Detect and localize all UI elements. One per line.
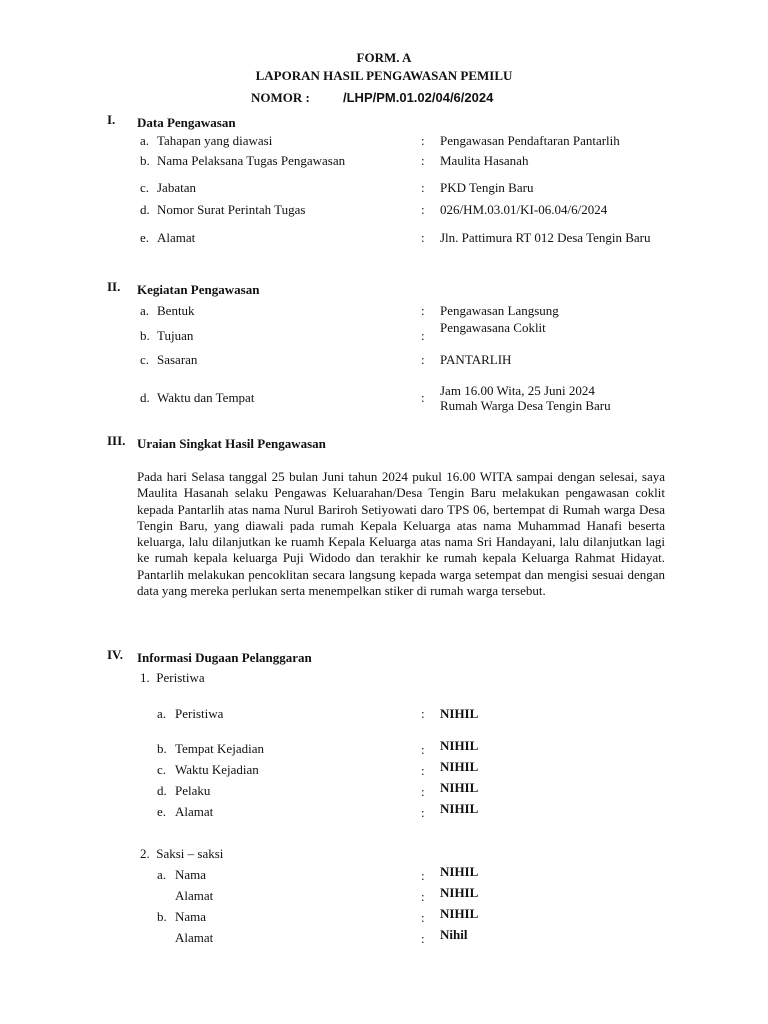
s2-row-c-letter: c. <box>140 352 150 367</box>
s2-row-b-label: Tujuan <box>157 328 194 343</box>
section-1-title: Data Pengawasan <box>137 115 236 130</box>
saksi-row-b2-colon: : <box>421 931 425 946</box>
s1-row-d-letter: d. <box>140 202 150 217</box>
s1-row-d-value: 026/HM.03.01/KI-06.04/6/2024 <box>440 202 608 217</box>
nomor-value: /LHP/PM.01.02/04/6/2024 <box>343 90 494 105</box>
p-row-b-colon: : <box>421 742 425 757</box>
s2-row-b-value: Pengawasana Coklit <box>440 320 546 335</box>
section-2-number: II. <box>107 279 121 294</box>
p-row-d-value: NIHIL <box>440 780 479 795</box>
p-row-c-label: Waktu Kejadian <box>175 762 259 777</box>
s1-row-c-colon: : <box>421 180 425 195</box>
p-row-d-colon: : <box>421 784 425 799</box>
s1-row-e-colon: : <box>421 230 425 245</box>
p-row-b-label: Tempat Kejadian <box>175 741 264 756</box>
p-row-d-letter: d. <box>157 783 167 798</box>
s1-row-a-colon: : <box>421 133 425 148</box>
section-1-number: I. <box>107 112 116 127</box>
s1-row-a-label: Tahapan yang diawasi <box>157 133 273 148</box>
s2-row-a-colon: : <box>421 303 425 318</box>
section-4-number: IV. <box>107 647 124 662</box>
s1-row-b-value: Maulita Hasanah <box>440 153 529 168</box>
s2-row-c-label: Sasaran <box>157 352 198 367</box>
s1-row-b-letter: b. <box>140 153 150 168</box>
p-row-c-colon: : <box>421 763 425 778</box>
s1-row-a-letter: a. <box>140 133 150 148</box>
p-row-b-value: NIHIL <box>440 738 479 753</box>
saksi-row-a-label: Nama <box>175 867 207 882</box>
p-row-e-value: NIHIL <box>440 801 479 816</box>
s2-row-d-label: Waktu dan Tempat <box>157 390 255 405</box>
s1-row-e-label: Alamat <box>157 230 196 245</box>
s1-row-c-value: PKD Tengin Baru <box>440 180 534 195</box>
p-row-b-letter: b. <box>157 741 167 756</box>
saksi-row-a-colon: : <box>421 868 425 883</box>
p-row-e-label: Alamat <box>175 804 214 819</box>
p-row-a-label: Peristiwa <box>175 706 224 721</box>
saksi-row-a2-value: NIHIL <box>440 885 479 900</box>
section-2-title: Kegiatan Pengawasan <box>137 282 260 297</box>
section-3-title: Uraian Singkat Hasil Pengawasan <box>137 436 326 451</box>
p-row-d-label: Pelaku <box>175 783 211 798</box>
saksi-row-a-letter: a. <box>157 867 167 882</box>
saksi-row-b-value: NIHIL <box>440 906 479 921</box>
s1-row-e-letter: e. <box>140 230 150 245</box>
peristiwa-heading: 1. Peristiwa <box>140 670 205 685</box>
form-label: FORM. A <box>356 50 412 65</box>
s1-row-c-label: Jabatan <box>157 180 196 195</box>
saksi-row-b-letter: b. <box>157 909 167 924</box>
p-row-c-value: NIHIL <box>440 759 479 774</box>
s2-row-d-colon: : <box>421 390 425 405</box>
p-row-e-letter: e. <box>157 804 167 819</box>
s2-row-d-value-2: Rumah Warga Desa Tengin Baru <box>440 398 611 413</box>
s2-row-b-letter: b. <box>140 328 150 343</box>
s1-row-b-colon: : <box>421 153 425 168</box>
s2-row-d-letter: d. <box>140 390 150 405</box>
section-3-paragraph: Pada hari Selasa tanggal 25 bulan Juni tahun 2024 pukul 16.00 WITA sampai dengan selesai, saya Maulita Hasanah selaku Pengawas Keluarahan/Desa Tengin Baru melakukan pengawasan coklit kepada Pantarlih atas nama Nurul Bariroh Setiyowati daro TPS 06, bertempat di Rumah warga Desa Tengin Baru, yang diawali pada rumah Kepala Keluarga atas nama Muhammad Hanafi beserta keluarga, lalu dilanjutkan ke ruamh Kepala Keluarga atas nama Sri Handayani, lalu dilanjutkan lagi ke rumah kepala keluarga Puji Widodo dan terakhir ke rumah kepala Keluarga Rahmat Hidayat. Pantarlih melakukan pencoklitan secara langsung kepada warga setempat dan mengisi sesuai dengan data yang mereka perlukan serta menempelkan stiker di rumah warga tersebut. <box>137 469 665 599</box>
section-3-number: III. <box>107 433 126 448</box>
saksi-row-b-label: Nama <box>175 909 207 924</box>
p-row-c-letter: c. <box>157 762 167 777</box>
saksi-row-a2-colon: : <box>421 889 425 904</box>
s1-row-b-label: Nama Pelaksana Tugas Pengawasan <box>157 153 346 168</box>
nomor-label: NOMOR : <box>251 90 310 105</box>
saksi-row-b-colon: : <box>421 910 425 925</box>
s2-row-a-letter: a. <box>140 303 150 318</box>
p-row-a-letter: a. <box>157 706 167 721</box>
saksi-heading: 2. Saksi – saksi <box>140 846 224 861</box>
s1-row-d-label: Nomor Surat Perintah Tugas <box>157 202 306 217</box>
p-row-a-value: NIHIL <box>440 706 479 721</box>
s2-row-c-colon: : <box>421 352 425 367</box>
s2-row-a-value: Pengawasan Langsung <box>440 303 559 318</box>
saksi-row-a-value: NIHIL <box>440 864 479 879</box>
p-row-e-colon: : <box>421 805 425 820</box>
s2-row-b-colon: : <box>421 328 425 343</box>
saksi-row-b2-value: Nihil <box>440 927 468 942</box>
p-row-a-colon: : <box>421 706 425 721</box>
s1-row-e-value: Jln. Pattimura RT 012 Desa Tengin Baru <box>440 230 651 245</box>
s1-row-a-value: Pengawasan Pendaftaran Pantarlih <box>440 133 620 148</box>
s2-row-c-value: PANTARLIH <box>440 352 512 367</box>
section-4-title: Informasi Dugaan Pelanggaran <box>137 650 312 665</box>
report-title: LAPORAN HASIL PENGAWASAN PEMILU <box>255 68 513 83</box>
s2-row-d-value: Jam 16.00 Wita, 25 Juni 2024 <box>440 383 595 398</box>
s2-row-a-label: Bentuk <box>157 303 195 318</box>
saksi-row-a2-label: Alamat <box>175 888 214 903</box>
s1-row-d-colon: : <box>421 202 425 217</box>
s1-row-c-letter: c. <box>140 180 150 195</box>
saksi-row-b2-label: Alamat <box>175 930 214 945</box>
